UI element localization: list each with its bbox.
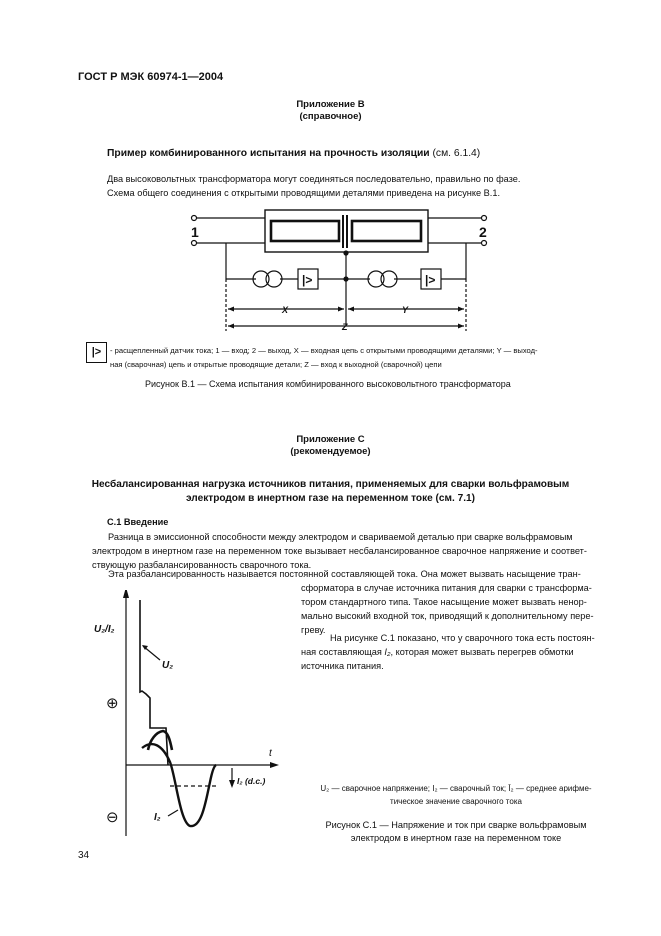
figure-c1-i2-label: I₂ bbox=[154, 812, 161, 823]
transformer-core-left bbox=[271, 221, 339, 241]
figure-c1-minus-sign: ⊖ bbox=[106, 809, 119, 826]
dimension-y-label: Y bbox=[402, 305, 409, 315]
c1-para3-line1: На рисунке С.1 показано, что у сварочного тока есть постоян- bbox=[330, 633, 595, 643]
appendix-b-subtitle: (справочное) bbox=[299, 111, 362, 122]
figure-c1-u2-label: U₂ bbox=[162, 660, 174, 671]
document-header: ГОСТ Р МЭК 60974-1—2004 bbox=[78, 71, 224, 83]
page-number: 34 bbox=[78, 850, 90, 861]
appendix-b-title: Приложение В bbox=[296, 99, 365, 110]
c1-para3-line2-a: ная составляющая bbox=[301, 647, 385, 657]
c1-para3-line3: источника питания. bbox=[301, 661, 384, 671]
sensor-right-symbol: |> bbox=[425, 273, 436, 287]
appendix-c-heading-line1: Несбалансированная нагрузка источников питания, применяемых для сварки вольфрамовым bbox=[91, 479, 570, 490]
section-c1-heading: С.1 Введение bbox=[107, 517, 169, 527]
figure-c1-caption-line2: электродом в инертном газе на переменном токе bbox=[350, 833, 562, 843]
transformer-core-right bbox=[352, 221, 421, 241]
c1-para3-line2-b: , которая может вызвать перегрев обмотки bbox=[390, 647, 574, 657]
c1-right-line2: тором стандартного типа. Такое насыщение может вызвать ненор- bbox=[301, 597, 587, 607]
appendix-b-heading-text: Пример комбинированного испытания на прочность изоляции bbox=[107, 148, 430, 159]
c1-right-line4: греву. bbox=[301, 625, 326, 635]
appendix-c-subtitle: (рекомендуемое) bbox=[290, 446, 371, 457]
figure-c1-t-label: t bbox=[269, 748, 272, 759]
figure-c1-legend-line1: U₂ — сварочное напряжение; I₂ — сварочный ток; Ī₂ — среднее арифме- bbox=[320, 784, 592, 793]
appendix-c-title: Приложение С bbox=[296, 434, 365, 445]
appendix-b-heading bbox=[107, 148, 480, 159]
figure-c1-yaxis-label: U₂/I₂ bbox=[94, 624, 115, 635]
c1-para1-line1 bbox=[92, 530, 573, 545]
ct-left-b bbox=[266, 271, 282, 287]
appendix-b-heading-ref: (см. 6.1.4) bbox=[432, 148, 481, 159]
appendix-b-para1: Два высоковольтных трансформатора могут соединяться последовательно, правильно по фазе. bbox=[107, 174, 521, 184]
c1-para3-line2 bbox=[301, 645, 574, 660]
terminal-1-label: 1 bbox=[191, 224, 199, 240]
figure-c1-dc-label: I₂ (d.c.) bbox=[237, 776, 266, 786]
c1-para2-line1: Эта разбалансированность называется постоянной составляющей тока. Она может вызвать насыщение тран- bbox=[108, 569, 581, 579]
i2-symbol: I₂ bbox=[384, 647, 391, 657]
figure-b1-diagram bbox=[180, 205, 500, 340]
dimension-x-label: X bbox=[282, 305, 289, 315]
voltage-waveform bbox=[140, 600, 168, 765]
dimension-z-label: Z bbox=[342, 322, 348, 332]
figure-c1-legend-line2: тическое значение сварочного тока bbox=[390, 797, 522, 806]
figure-c1-plus-sign: ⊕ bbox=[106, 695, 119, 712]
terminal-2-bottom bbox=[482, 241, 487, 246]
terminal-2-top bbox=[482, 216, 487, 221]
appendix-c-heading-line2: электродом в инертном газе на переменном токе (см. 7.1) bbox=[185, 493, 475, 504]
figure-b1-legend-line2: ная (сварочная) цепь и открытые проводящие детали; Z — вход к выходной (сварочной) цепи bbox=[110, 360, 442, 369]
figure-b1-legend-line1: - расщепленный датчик тока; 1 — вход; 2 — выход, X — входная цепь с открытыми проводящими деталями; Y — выход- bbox=[110, 346, 538, 355]
figure-c1-caption-line1: Рисунок С.1 — Напряжение и ток при сварке вольфрамовым bbox=[325, 820, 587, 830]
terminal-2-label: 2 bbox=[479, 224, 487, 240]
appendix-b-para2: Схема общего соединения с открытыми проводящими деталями приведена на рисунке В.1. bbox=[107, 188, 500, 198]
sensor-left-symbol: |> bbox=[302, 273, 313, 287]
terminal-1-top bbox=[192, 216, 197, 221]
c1-para1-line1-text: Разница в эмиссионной способности между электродом и свариваемой деталью при сварке вольфрамовым bbox=[108, 532, 573, 542]
c1-para1-line3: ствующую разбалансированность сварочного тока. bbox=[92, 560, 312, 570]
figure-c1-diagram bbox=[90, 590, 300, 850]
c1-right-line3: мально высокий входной ток, приводящий к дополнительному пере- bbox=[301, 611, 594, 621]
figure-b1-caption: Рисунок В.1 — Схема испытания комбинированного высоковольтного трансформатора bbox=[145, 379, 511, 389]
c1-para1-line2: электродом в инертном газе на переменном токе вызывает несбалансированное сварочное напряжение и соответ- bbox=[92, 546, 587, 556]
c1-right-line1: сформатора в случае источника питания для сварки с трансформа- bbox=[301, 583, 592, 593]
ct-right-a bbox=[368, 271, 384, 287]
sensor-legend-icon: |> bbox=[86, 342, 107, 363]
terminal-1-bottom bbox=[192, 241, 197, 246]
